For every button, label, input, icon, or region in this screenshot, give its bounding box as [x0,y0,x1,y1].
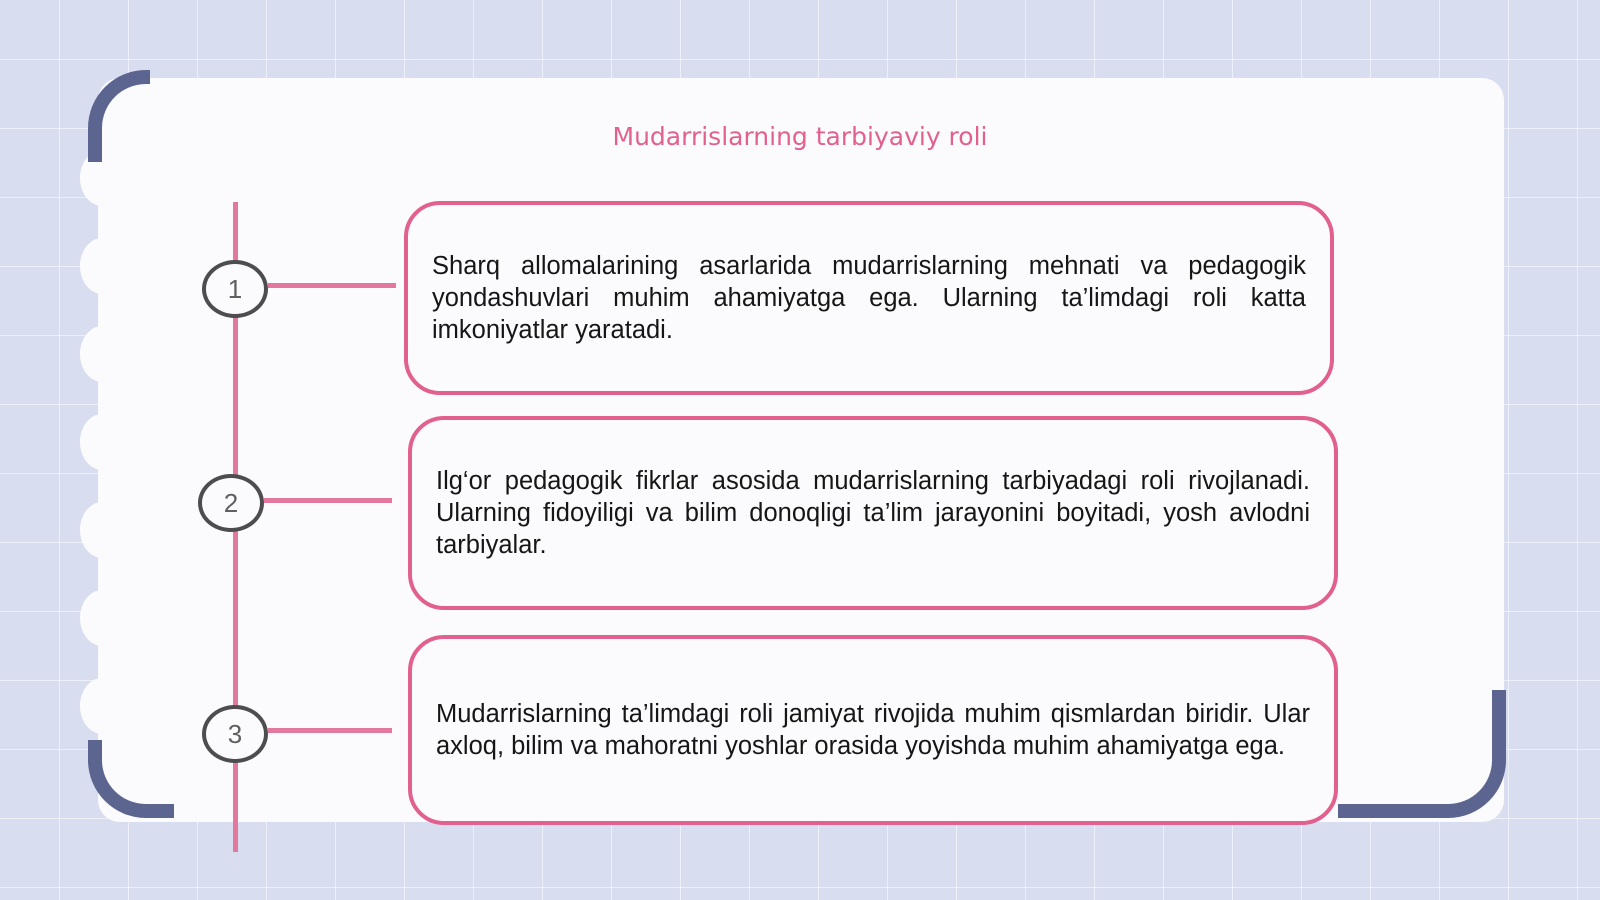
timeline-connector-2 [264,498,392,503]
paper-edge-scallop [80,590,124,646]
paper-edge-scallop [80,502,124,558]
step-card-1 [404,201,1334,395]
step-card-2 [408,416,1338,610]
step-card-text: Sharq allomalarining asarlarida mudarrislarning mehnati va pedagogik yondashuvlari muhim ahamiyatga ega. Ularning ta’limdagi roli katta imkoniyatlar yaratadi. [432,252,1306,344]
slide-title: Mudarrislarning tarbiyaviy roli [612,122,988,151]
paper-edge-scallop [80,326,124,382]
paper-edge-scallop [80,238,124,294]
step-card-3 [408,635,1338,825]
corner-bracket-bottom-right [1338,690,1506,818]
paper-edge-scallop [80,414,124,470]
step-marker-3: 3 [202,705,268,763]
step-card-text: Mudarrislarning ta’limdagi roli jamiyat rivojida muhim qismlardan biridir. Ular axloq, bilim va mahoratni yoshlar orasida yoyishda muhim ahamiyatga ega. [436,700,1310,760]
step-marker-1: 1 [202,260,268,318]
step-card-text: Ilg‘or pedagogik fikrlar asosida mudarrislarning tarbiyadagi roli rivojlanadi. Ularning fidoyiligi va bilim donoqligi ta’lim jarayonini boyitadi, yosh avlodni tarbiyalar. [436,467,1310,559]
paper-edge-scallop [80,678,124,734]
timeline-connector-3 [268,728,392,733]
corner-bracket-top-left [88,70,150,162]
timeline-connector-1 [268,283,396,288]
step-marker-2: 2 [198,474,264,532]
